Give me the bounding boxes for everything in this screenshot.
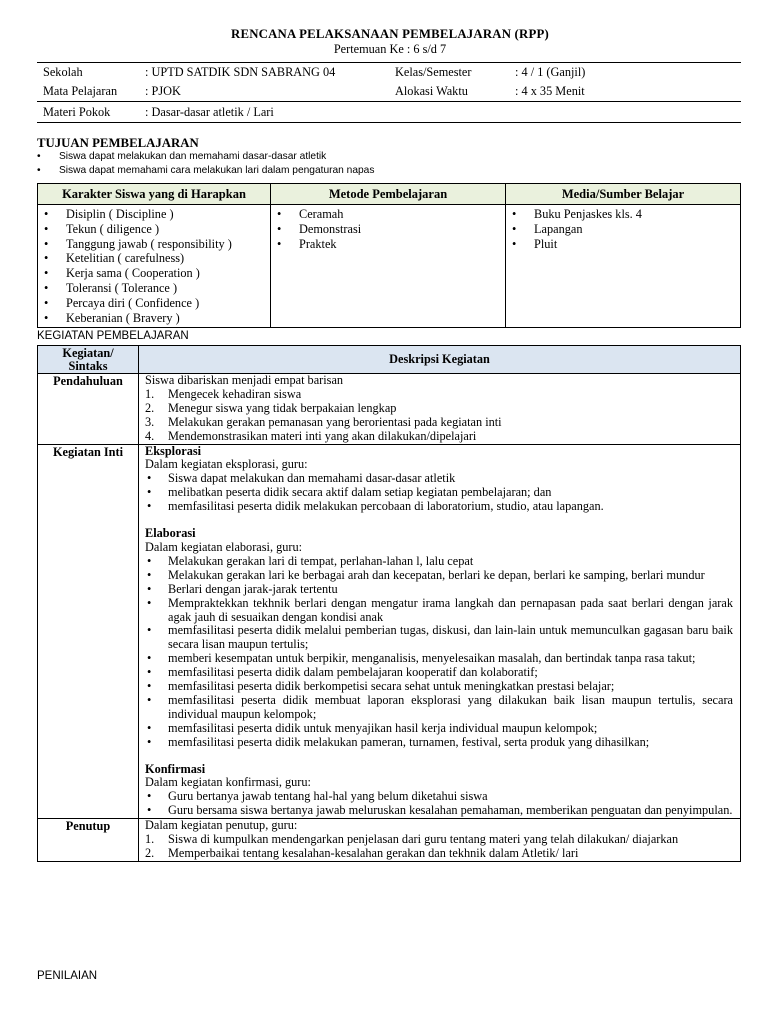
list-item: • Lapangan xyxy=(512,222,740,237)
list-item: • Praktek xyxy=(277,237,505,252)
penutup-desc xyxy=(139,819,741,862)
elaborasi-title: Elaborasi xyxy=(145,526,196,541)
list-item: • Demonstrasi xyxy=(277,222,505,237)
karakter-header: Karakter Siswa yang di Harapkan xyxy=(38,184,271,205)
elaborasi-intro: Dalam kegiatan elaborasi, guru: xyxy=(145,539,303,554)
kelas-value: : 4 / 1 (Ganjil) xyxy=(515,65,586,79)
list-item: • Guru bersama siswa bertanya jawab meluruskan kesalahan pemahaman, memberikan penguatan dan penyimpulan. xyxy=(145,804,733,818)
list-item: • Percaya diri ( Confidence ) xyxy=(44,296,270,311)
metode-cell xyxy=(271,205,506,328)
kegiatan-header-col2: Deskripsi Kegiatan xyxy=(139,346,741,374)
list-item: • melibatkan peserta didik secara aktif dalam setiap kegiatan pembelajaran; dan xyxy=(145,486,733,500)
list-item: • Tekun ( diligence ) xyxy=(44,222,270,237)
header-line: Kegiatan/ xyxy=(62,345,114,360)
list-item: 1. Mengecek kehadiran siswa xyxy=(145,386,302,401)
list-item: 4. Mendemonstrasikan materi inti yang akan dilakukan/dipelajari xyxy=(145,428,477,443)
pendahuluan-desc xyxy=(139,374,741,445)
kegiatan-table xyxy=(37,345,741,862)
alokasi-value: : 4 x 35 Menit xyxy=(515,84,585,98)
list-item: • Ceramah xyxy=(277,207,505,222)
inti-label: Kegiatan Inti xyxy=(38,444,139,819)
list-item: • Mempraktekkan tekhnik berlari dengan mengatur irama langkah dan pernapasan pada saat berlari dengan jarak agak jauh di sesuaikan dengan kondisi anak xyxy=(145,597,733,625)
list-item: • Disiplin ( Discipline ) xyxy=(44,207,270,222)
list-item: • Berlari dengan jarak-jarak tertentu xyxy=(145,583,733,597)
list-item: • memberi kesempatan untuk berpikir, menganalisis, menyelesaikan masalah, dan bertindak tanpa rasa takut; xyxy=(145,652,733,666)
materi-label: Materi Pokok xyxy=(43,105,111,119)
kegiatan-header-col1 xyxy=(38,346,139,374)
pendahuluan-label: Pendahuluan xyxy=(38,374,139,445)
materi-value: : Dasar-dasar atletik / Lari xyxy=(145,105,274,119)
kelas-label: Kelas/Semester xyxy=(395,65,472,79)
list-item: • memfasilitasi peserta didik melakukan pameran, turnamen, festival, serta produk yang dihasilkan; xyxy=(145,736,733,750)
list-item: • Tanggung jawab ( responsibility ) xyxy=(44,237,270,252)
header-line: Sintaks xyxy=(68,358,108,373)
penutup-label: Penutup xyxy=(38,819,139,862)
list-item: • Toleransi ( Tolerance ) xyxy=(44,281,270,296)
info-row-sekolah xyxy=(37,62,741,82)
page-subtitle: Pertemuan Ke : 6 s/d 7 xyxy=(333,42,447,56)
list-item: 2. Menegur siswa yang tidak berpakaian lengkap xyxy=(145,400,397,415)
mapel-value: : PJOK xyxy=(145,84,181,98)
penutup-intro: Dalam kegiatan penutup, guru: xyxy=(145,818,298,833)
mapel-label: Mata Pelajaran xyxy=(43,84,118,98)
list-item: • memfasilitasi peserta didik dalam pembelajaran kooperatif dan kolaboratif; xyxy=(145,666,733,680)
sekolah-value: : UPTD SATDIK SDN SABRANG 04 xyxy=(145,65,336,79)
list-item: • memfasilitasi peserta didik membuat laporan eksplorasi yang dilakukan baik lisan maupun tertulis, secara individual maupun kelompok; xyxy=(145,694,733,722)
info-row-materi xyxy=(37,102,741,123)
list-item: • Keberanian ( Bravery ) xyxy=(44,311,270,326)
eksplorasi-title: Eksplorasi xyxy=(145,443,202,458)
pendahuluan-intro: Siswa dibariskan menjadi empat barisan xyxy=(145,373,344,387)
tujuan-title: TUJUAN PEMBELAJARAN xyxy=(37,136,199,150)
sekolah-label: Sekolah xyxy=(43,65,83,79)
media-header: Media/Sumber Belajar xyxy=(506,184,741,205)
konfirmasi-intro: Dalam kegiatan konfirmasi, guru: xyxy=(145,775,311,790)
list-item: • memfasilitasi peserta didik untuk menyajikan hasil kerja individual maupun kelompok; xyxy=(145,722,733,736)
list-item: • memfasilitasi peserta didik berkompetisi secara sehat untuk meningkatkan prestasi belajar; xyxy=(145,680,733,694)
list-item: 2. Memperbaikai tentang kesalahan-kesalahan gerakan dan tekhnik dalam Atletik/ lari xyxy=(145,846,579,860)
list-item: • Pluit xyxy=(512,237,740,252)
list-item: • Buku Penjaskes kls. 4 xyxy=(512,207,740,222)
konfirmasi-title: Konfirmasi xyxy=(145,761,206,776)
list-item: 1. Siswa di kumpulkan mendengarkan penjelasan dari guru tentang materi yang telah dilakukan/ diajarkan xyxy=(145,832,679,847)
metode-header: Metode Pembelajaran xyxy=(271,184,506,205)
eksplorasi-intro: Dalam kegiatan eksplorasi, guru: xyxy=(145,457,308,472)
karakter-cell xyxy=(38,205,271,328)
inti-desc xyxy=(139,444,741,819)
info-block xyxy=(37,62,741,123)
list-item: • Siswa dapat melakukan dan memahami dasar-dasar atletik xyxy=(145,472,733,486)
list-item: • Kerja sama ( Cooperation ) xyxy=(44,266,270,281)
penilaian-heading: PENILAIAN xyxy=(37,970,98,982)
karakter-table xyxy=(37,183,741,328)
list-item: • memfasilitasi peserta didik melalui pemberian tugas, diskusi, dan lain-lain untuk memunculkan gagasan baru baik secara lisan maupun tertulis; xyxy=(145,624,733,652)
page-title: RENCANA PELAKSANAAN PEMBELAJARAN (RPP) xyxy=(231,27,549,41)
media-cell xyxy=(506,205,741,328)
list-item: 3. Melakukan gerakan pemanasan yang berorientasi pada kegiatan inti xyxy=(145,414,502,429)
info-row-mapel xyxy=(37,82,741,102)
list-item: • Ketelitian ( carefulness) xyxy=(44,251,270,266)
tujuan-list xyxy=(37,150,374,178)
kegiatan-section-label: KEGIATAN PEMBELAJARAN xyxy=(37,330,189,342)
list-item: • Melakukan gerakan lari ke berbagai arah dan kecepatan, berlari ke depan, berlari ke samping, berlari mundur xyxy=(145,569,733,583)
list-item: • Guru bertanya jawab tentang hal-hal yang belum diketahui siswa xyxy=(145,790,733,804)
list-item: • memfasilitasi peserta didik melakukan percobaan di laboratorium, studio, atau lapangan. xyxy=(145,500,733,514)
list-item: • Siswa dapat melakukan dan memahami dasar-dasar atletik xyxy=(37,150,374,164)
alokasi-label: Alokasi Waktu xyxy=(395,84,468,98)
list-item: • Siswa dapat memahami cara melakukan lari dalam pengaturan napas xyxy=(37,164,374,178)
list-item: • Melakukan gerakan lari di tempat, perlahan-lahan l, lalu cepat xyxy=(145,555,733,569)
